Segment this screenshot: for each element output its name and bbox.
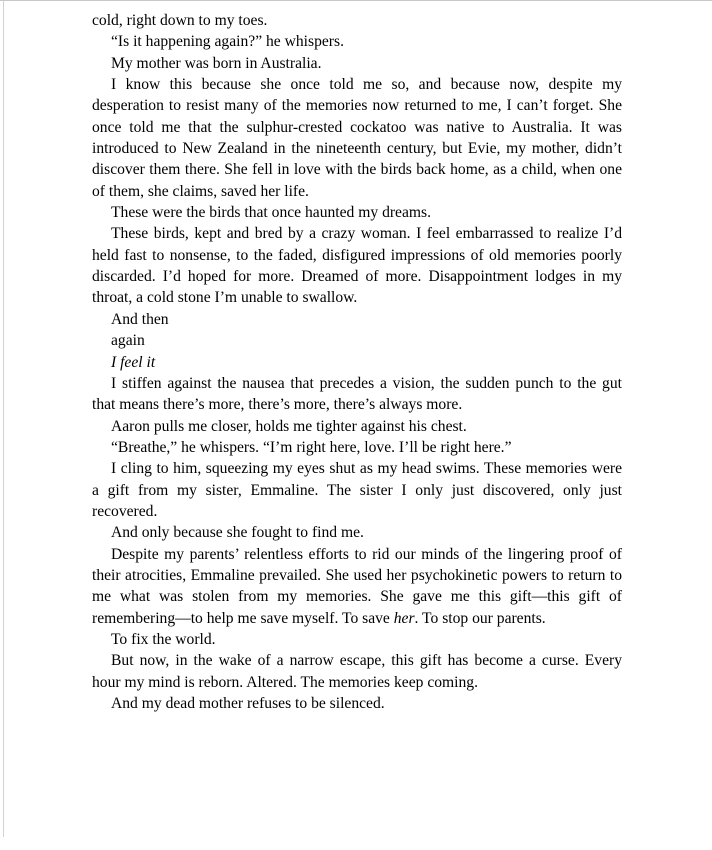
paragraph: These were the birds that once haunted my dreams.: [111, 204, 431, 222]
paragraph: To fix the world.: [111, 630, 216, 648]
italic-emphasis: I feel it: [111, 353, 156, 371]
paragraph-text-after-emphasis: . To stop our parents.: [414, 609, 546, 627]
paragraph-dialogue: “Breathe,” he whispers. “I’m right here, love. I’ll be right here.”: [111, 438, 512, 456]
paragraph-short-italic: [92, 352, 622, 373]
paragraph: My mother was born in Australia.: [111, 54, 322, 72]
paragraph: And only because she fought to find me.: [111, 524, 364, 542]
paragraph: And my dead mother refuses to be silenced.: [111, 695, 385, 712]
page-left-rule: [3, 1, 4, 837]
paragraph-text-before-emphasis: Despite my parents’ relentless efforts to rid our minds of the lingering proof of their atrocities, Emmaline prevailed. She used her psychokinetic powers to return to me what was stolen from my memories. She gave me this gift—this gift of remembering—to help me save myself. To save: [92, 545, 622, 627]
paragraph: But now, in the wake of a narrow escape, this gift has become a curse. Every hour my mind is reborn. Altered. The memories keep coming.: [92, 652, 622, 691]
paragraph-short: And then: [111, 310, 169, 328]
paragraph: I know this because she once told me so, and because now, despite my desperation to resist many of the memories now returned to me, I can’t forget. She once told me that the sulphur-crested cockatoo was native to Australia. It was introduced to New Zealand in the nineteenth century, but Evie, my mother, didn’t discover them there. She fell in love with the birds back home, as a child, when one of them, she claims, saved her life.: [92, 76, 622, 200]
paragraph: These birds, kept and bred by a crazy woman. I feel embarrassed to realize I’d held fast to nonsense, to the faded, disfigured impressions of old memories poorly discarded. I’d hoped for more. Dreamed of more. Disappointment lodges in my throat, a cold stone I’m unable to swallow.: [92, 225, 622, 307]
body-text-column: [92, 10, 622, 714]
paragraph: I stiffen against the nausea that precedes a vision, the sudden punch to the gut that means there’s more, there’s more, there’s always more.: [92, 374, 622, 414]
paragraph-short: again: [111, 332, 145, 350]
paragraph: Aaron pulls me closer, holds me tighter against his chest.: [111, 417, 467, 435]
paragraph-dialogue: “Is it happening again?” he whispers.: [111, 33, 344, 51]
paragraph-continuation: cold, right down to my toes.: [92, 12, 268, 29]
italic-emphasis: her: [393, 609, 415, 627]
paragraph: I cling to him, squeezing my eyes shut as my head swims. These memories were a gift from my sister, Emmaline. The sister I only just discovered, only just recovered.: [92, 460, 622, 520]
paragraph-with-emphasis: [92, 544, 622, 629]
